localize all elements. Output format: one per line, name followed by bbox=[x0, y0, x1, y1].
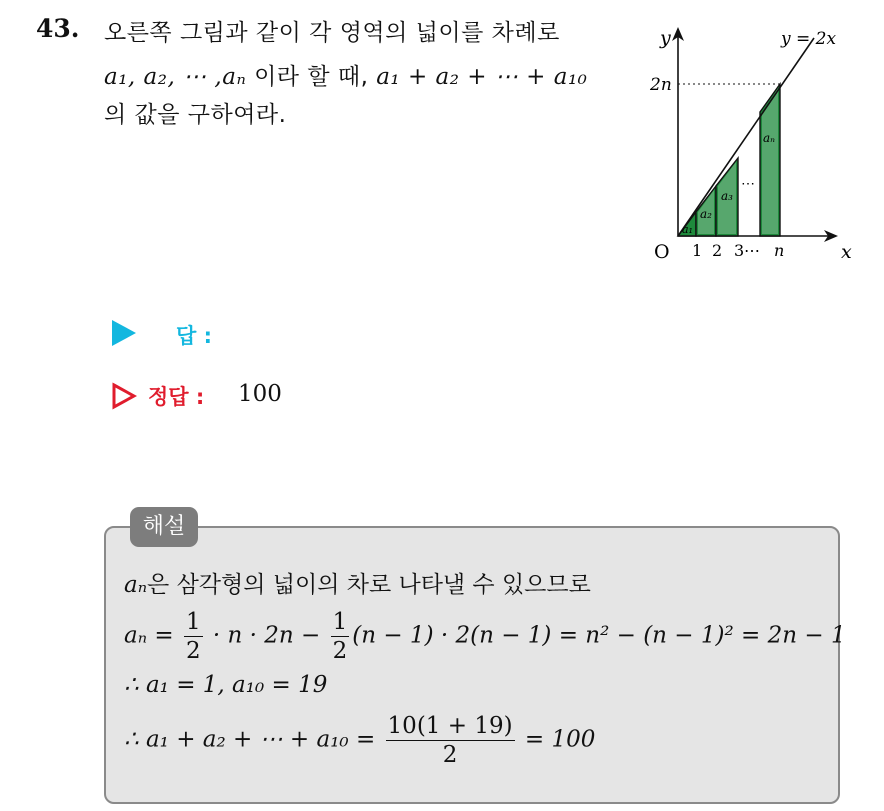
eq-middle: · n · 2n − bbox=[212, 622, 321, 649]
x-tick-3: 3 bbox=[734, 241, 745, 260]
region-label-a3: a₃ bbox=[721, 189, 733, 203]
region-label-an: aₙ bbox=[763, 131, 776, 145]
solution-line-1-text: 은 삼각형의 넓이의 차로 나타낼 수 있으므로 bbox=[147, 572, 591, 598]
sum-rhs: = 100 bbox=[524, 726, 596, 753]
x-axis-label: x bbox=[841, 241, 852, 263]
eq-lhs: aₙ = bbox=[124, 622, 174, 649]
line-equation-label: y = 2x bbox=[781, 29, 837, 49]
y-mark-2n: 2n bbox=[650, 75, 672, 95]
y-axis-label: y bbox=[660, 27, 671, 49]
solution-var-an: aₙ bbox=[124, 572, 148, 598]
question-line-3: 의 값을 구하여라. bbox=[104, 102, 287, 128]
line-y-2x bbox=[678, 38, 814, 236]
x-tick-ellipsis: ⋯ bbox=[744, 241, 760, 260]
solution-line-1 bbox=[124, 566, 591, 599]
sum-lhs: ∴ a₁ + a₂ + ⋯ + a₁₀ = bbox=[124, 726, 376, 753]
fraction-1: $\frac{1}{2}$ bbox=[185, 609, 201, 664]
x-tick-1: 1 bbox=[692, 241, 703, 260]
solution-line-2 bbox=[124, 608, 846, 665]
correct-value: 100 bbox=[238, 381, 282, 407]
region-label-a2: a₂ bbox=[700, 207, 712, 221]
solution-line-3: ∴ a₁ = 1, a₁₀ = 19 bbox=[124, 672, 328, 698]
origin-label: O bbox=[654, 241, 670, 263]
question-sum-expression: a₁ + a₂ + ⋯ + a₁₀ bbox=[376, 64, 588, 90]
solution-tag: 해설 bbox=[130, 507, 198, 547]
fraction-sum: $\frac{10(1 + 19)}{2}$ bbox=[387, 713, 513, 768]
question-line-2 bbox=[104, 58, 587, 91]
correct-marker-icon bbox=[111, 382, 137, 410]
question-text-mid: 이라 할 때, bbox=[254, 64, 369, 90]
correct-label: 정답 : bbox=[148, 385, 205, 409]
region-ellipsis: ⋯ bbox=[741, 176, 755, 192]
question-line-1: 오른쪽 그림과 같이 각 영역의 넓이를 차례로 bbox=[104, 20, 560, 46]
region-label-a1: a₁ bbox=[682, 223, 693, 236]
fraction-2: $\frac{1}{2}$ bbox=[332, 609, 348, 664]
answer-label: 답 : bbox=[176, 324, 212, 348]
answer-marker-icon bbox=[112, 320, 136, 346]
question-sequence: a₁, a₂, ⋯ ,aₙ bbox=[104, 64, 247, 90]
area-figure bbox=[636, 24, 858, 269]
eq-rest: (n − 1) · 2(n − 1) = n² − (n − 1)² = 2n − 1 bbox=[352, 622, 846, 649]
solution-line-4 bbox=[124, 712, 595, 769]
x-tick-n: n bbox=[774, 241, 785, 260]
x-tick-2: 2 bbox=[712, 241, 723, 260]
question-number: 43. bbox=[36, 14, 80, 43]
